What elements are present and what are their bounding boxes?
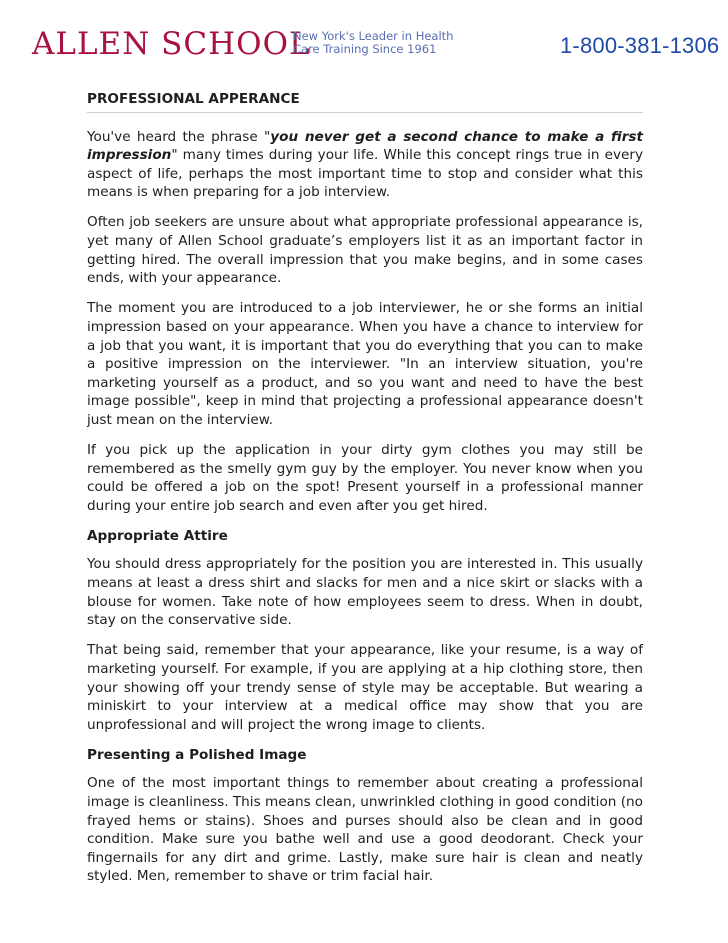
paragraph-6: That being said, remember that your appearance, like your resume, is a way of marketing yourself. For example, if you are applying at a hip clothing store, then your showing off your trendy sense of style may be acceptable. But wearing a miniskirt to your interview at a medical office may show that you are unprofessional and will project the wrong image to clients.: [87, 642, 643, 733]
tagline-line-1: New York's Leader in Health: [293, 29, 454, 43]
tagline-line-2: Care Training Since 1961: [293, 42, 437, 56]
paragraph-5: You should dress appropriately for the position you are interested in. This usually means at least a dress shirt and slacks for men and a nice skirt or slacks with a blouse for women. Take note of how employees seem to dress. When in doubt, stay on the conservative side.: [87, 556, 643, 629]
heading-polished-image: Presenting a Polished Image: [87, 746, 307, 763]
intro-text-start: You've heard the phrase ": [87, 128, 271, 145]
emphasized-phrase: you never get a second chance to make a first impression: [87, 128, 643, 164]
intro-text-end: " many times during your life. While this concept rings true in every aspect of life, perhaps the most important time to stop and consider what this means is when preparing for a job interview.: [87, 147, 643, 201]
page-header: [0, 0, 728, 70]
phone-number: 1-800-381-1306: [560, 33, 720, 58]
paragraph-3: The moment you are introduced to a job interviewer, he or she forms an initial impression based on your appearance. When you have a chance to interview for a job that you want, it is important that you do everything that you can to make a positive impression on the interviewer. "In an interview situation, you're marketing yourself as a product, and so you want and need to have the best image possible", keep in mind that projecting a professional appearance doesn't just mean on the interview.: [87, 300, 643, 428]
paragraph-7: One of the most important things to remember about creating a professional image is cleanliness. This means clean, unwrinkled clothing in good condition (no frayed hems or stains). Shoes and purses should also be clean and in good condition. Make sure you bathe well and use a good deodorant. Check your fingernails for any dirt and grime. Lastly, make sure hair is clean and neatly styled. Men, remember to shave or trim facial hair.: [87, 775, 643, 885]
heading-appropriate-attire: Appropriate Attire: [87, 527, 228, 544]
document-title: PROFESSIONAL APPERANCE: [87, 90, 643, 113]
paragraph-intro: [87, 128, 643, 202]
tagline: [293, 30, 483, 56]
paragraph-2: Often job seekers are unsure about what appropriate professional appearance is, yet many of Allen School graduate’s employers list it as an important factor in getting hired. The overall impression that you make begins, and in some cases ends, with your appearance.: [87, 214, 643, 287]
paragraph-4: If you pick up the application in your dirty gym clothes you may still be remembered as the smelly gym guy by the employer. You never know when you could be offered a job on the spot! Present yourself in a professional manner during your entire job search and even after you get hired.: [87, 442, 643, 514]
document-body: [87, 90, 643, 897]
allen-school-logo: ALLEN SCHOOL: [32, 26, 311, 62]
